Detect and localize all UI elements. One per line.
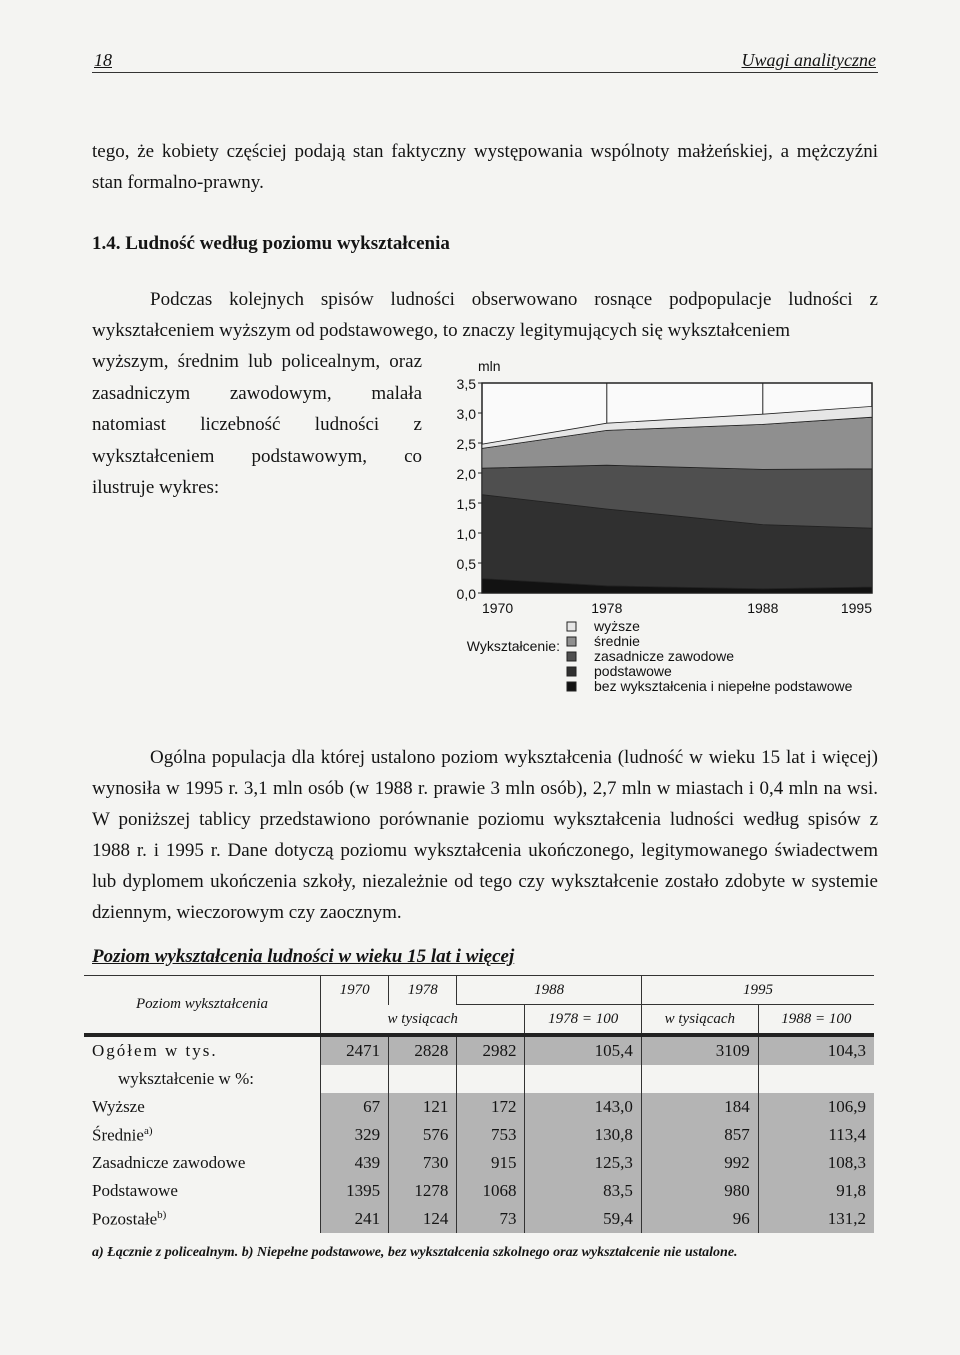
legend-swatch	[567, 682, 576, 691]
table-cell	[457, 1065, 525, 1093]
table-cell: 1278	[389, 1177, 457, 1205]
table-cell: 59,4	[525, 1205, 641, 1233]
table-cell: 329	[321, 1121, 389, 1149]
table-cell: 184	[641, 1093, 758, 1121]
row-label: Podstawowe	[84, 1177, 321, 1205]
table-row	[84, 1093, 874, 1121]
paragraph-education: Podczas kolejnych spisów ludności obserwowano rosnące podpopulacje ludności z wykształceniem wyższym od podstawowego, to znaczy legitymujących się wykształceniem	[92, 289, 878, 341]
table-cell: 104,3	[758, 1035, 874, 1065]
table-cell: 131,2	[758, 1205, 874, 1233]
table-cell: 1068	[457, 1177, 525, 1205]
year-1988: 1988	[457, 976, 642, 1005]
table-cell: 67	[321, 1093, 389, 1121]
table-cell: 108,3	[758, 1149, 874, 1177]
paragraph-education-continued: wyższym, średnim lub policealnym, oraz zasadniczym zawodowym, malała natomiast liczebność ludności z wykształceniem podstawowym, co ilustruje wykres:	[92, 351, 422, 498]
table-cell: 96	[641, 1205, 758, 1233]
table-cell: 125,3	[525, 1149, 641, 1177]
table-cell: 83,5	[525, 1177, 641, 1205]
table-cell: 1395	[321, 1177, 389, 1205]
table-cell	[321, 1065, 389, 1093]
table-cell: 2471	[321, 1035, 389, 1065]
table-cell: 576	[389, 1121, 457, 1149]
table-row	[84, 1121, 874, 1149]
y-tick-label: 1,0	[456, 526, 476, 542]
table-cell: 980	[641, 1177, 758, 1205]
x-tick-label: 1978	[591, 600, 623, 616]
table-cell: 106,9	[758, 1093, 874, 1121]
table-cell: 124	[389, 1205, 457, 1233]
table-row	[84, 1205, 874, 1233]
legend-label: bez wykształcenia i niepełne podstawowe	[594, 678, 853, 694]
table-cell: 241	[321, 1205, 389, 1233]
table-cell: 91,8	[758, 1177, 874, 1205]
table-cell: 439	[321, 1149, 389, 1177]
year-1995: 1995	[641, 976, 874, 1005]
row-label: Wyższe	[84, 1093, 321, 1121]
table-cell	[389, 1065, 457, 1093]
table-cell: 730	[389, 1149, 457, 1177]
legend-swatch	[567, 652, 576, 661]
table-cell: 113,4	[758, 1121, 874, 1149]
table-cell: 857	[641, 1121, 758, 1149]
table-cell	[758, 1065, 874, 1093]
table-footnote: a) Łącznie z policealnym. b) Niepełne podstawowe, bez wykształcenia szkolnego oraz wykształcenie nie ustalone.	[92, 1245, 738, 1260]
table-cell	[525, 1065, 641, 1093]
table-cell	[641, 1065, 758, 1093]
education-area-chart	[440, 358, 900, 720]
y-tick-label: 2,5	[456, 436, 476, 452]
table-cell: 915	[457, 1149, 525, 1177]
legend-label: średnie	[594, 633, 640, 649]
table-cell: 73	[457, 1205, 525, 1233]
legend-label: wyższe	[594, 618, 640, 634]
legend-label: podstawowe	[594, 663, 672, 679]
table-cell: 753	[457, 1121, 525, 1149]
table-header-years	[84, 976, 874, 1005]
unit-thousands-2: w tysiącach	[641, 1005, 758, 1036]
section-heading: 1.4. Ludność według poziomu wykształcenia	[92, 233, 450, 254]
paragraph-population: Ogólna populacja dla której ustalono poziom wykształcenia (ludność w wieku 15 lat i więcej) wynosiła w 1995 r. 3,1 mln osób (w 1988 r. prawie 3 mln osób), 2,7 mln w miastach i 0,4 mln na wsi. W poniższej tablicy przedstawiono porównanie poziomu wykształcenia ludności według spisów z 1988 r. i 1995 r. Dane dotyczą poziomu wykształcenia ukończonego, legitymowanego świadectwem lub dyplomem ukończenia szkoły, niezależnie od tego czy wykształcenie zostało zdobyte w systemie dziennym, wieczorowym czy zaocznym.	[92, 747, 878, 923]
legend-swatch	[567, 667, 576, 676]
y-axis-unit: mln	[478, 358, 501, 374]
education-table	[84, 975, 874, 1233]
footnote-marker: b)	[157, 1208, 167, 1221]
paragraph-intro: tego, że kobiety częściej podają stan faktyczny występowania wspólnoty małżeńskiej, a mężczyźni stan formalno-prawny.	[92, 141, 878, 193]
x-tick-label: 1988	[747, 600, 779, 616]
year-1970: 1970	[321, 976, 389, 1005]
row-label: Pozostałe$^{b)}$	[84, 1205, 321, 1233]
table-cell: 3109	[641, 1035, 758, 1065]
table-cell: 143,0	[525, 1093, 641, 1121]
unit-index-1988: 1988 = 100	[758, 1005, 874, 1036]
unit-index-1978: 1978 = 100	[525, 1005, 641, 1036]
row-label: Zasadnicze zawodowe	[84, 1149, 321, 1177]
table-row	[84, 1149, 874, 1177]
table-corner-label: Poziom wykształcenia	[84, 976, 321, 1036]
y-tick-label: 0,0	[456, 586, 476, 602]
table-row	[84, 1065, 874, 1093]
legend-label: zasadnicze zawodowe	[594, 648, 735, 664]
table-caption: Poziom wykształcenia ludności w wieku 15 lat i więcej	[92, 946, 515, 967]
year-1978: 1978	[389, 976, 457, 1005]
page-header	[92, 50, 878, 73]
unit-thousands-1: w tysiącach	[321, 1005, 525, 1036]
y-tick-label: 2,0	[456, 466, 476, 482]
table-cell: 105,4	[525, 1035, 641, 1065]
table-body	[84, 1035, 874, 1233]
table-cell: 172	[457, 1093, 525, 1121]
table-cell: 2982	[457, 1035, 525, 1065]
row-label: wykształcenie w %:	[84, 1065, 321, 1093]
legend-swatch	[567, 637, 576, 646]
table-cell: 992	[641, 1149, 758, 1177]
running-title: Uwagi analityczne	[741, 50, 876, 70]
y-tick-label: 3,0	[456, 406, 476, 422]
y-tick-label: 0,5	[456, 556, 476, 572]
page-number: 18	[94, 50, 112, 70]
table-cell: 2828	[389, 1035, 457, 1065]
y-tick-label: 3,5	[456, 376, 476, 392]
y-tick-label: 1,5	[456, 496, 476, 512]
row-label: Ogółem w tys.	[84, 1035, 321, 1065]
table-cell: 130,8	[525, 1121, 641, 1149]
table-cell: 121	[389, 1093, 457, 1121]
footnote-marker: a)	[143, 1124, 153, 1137]
x-tick-label: 1995	[840, 600, 872, 616]
x-tick-label: 1970	[482, 600, 514, 616]
row-label: Średnie$^{a)}$	[84, 1121, 321, 1149]
table-row	[84, 1035, 874, 1065]
legend-swatch	[567, 622, 576, 631]
legend-title: Wykształcenie:	[466, 638, 560, 654]
table-row	[84, 1177, 874, 1205]
